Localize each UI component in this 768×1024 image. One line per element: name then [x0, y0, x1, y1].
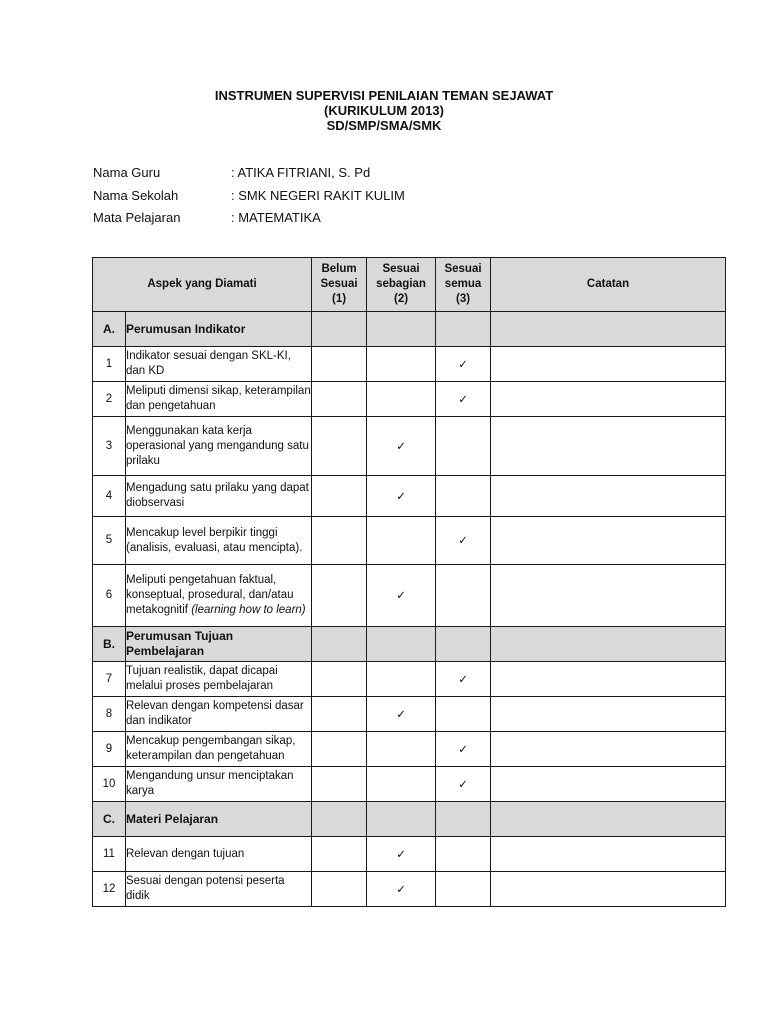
score-2-cell[interactable] — [367, 382, 436, 417]
section-row-c — [93, 802, 726, 837]
score-3-cell[interactable] — [436, 872, 491, 907]
row-number: 1 — [93, 347, 126, 382]
score-3-cell[interactable] — [436, 767, 491, 802]
row-aspect: Relevan dengan kompetensi dasar dan indikator — [126, 697, 312, 732]
check-icon: ✓ — [396, 438, 406, 453]
score-1-cell[interactable] — [312, 382, 367, 417]
table-row — [93, 565, 726, 627]
score-1-cell[interactable] — [312, 417, 367, 476]
table-header-row — [93, 258, 726, 312]
row-aspect: Relevan dengan tujuan — [126, 837, 312, 872]
check-icon: ✓ — [396, 588, 406, 602]
row-aspect: Mencakup level berpikir tinggi (analisis, evaluasi, atau mencipta). — [126, 517, 312, 565]
check-icon: ✓ — [458, 391, 468, 406]
score-3-cell[interactable] — [436, 662, 491, 697]
header-line: sebagian — [376, 278, 426, 290]
score-1-cell[interactable] — [312, 476, 367, 517]
header-line: Belum — [321, 263, 357, 275]
row-aspect-text: Meliputi pengetahuan faktual, konseptual, prosedural, dan/atau metakognitif — [126, 574, 294, 616]
score-1-cell[interactable] — [312, 565, 367, 627]
header-sesuai-sebagian — [367, 258, 436, 312]
score-1-cell[interactable] — [312, 517, 367, 565]
empty-cell — [491, 312, 726, 347]
info-label: Nama Sekolah — [93, 188, 179, 203]
score-2-cell[interactable] — [367, 837, 436, 872]
check-icon: ✓ — [458, 533, 468, 547]
row-aspect-italic: (learning how to learn) — [191, 604, 306, 616]
header-catatan: Catatan — [491, 258, 726, 312]
score-2-cell[interactable] — [367, 565, 436, 627]
info-value: : SMK NEGERI RAKIT KULIM — [231, 188, 405, 203]
row-aspect — [126, 565, 312, 627]
info-row-teacher — [93, 165, 370, 181]
row-number: 6 — [93, 565, 126, 627]
header-line: Sesuai — [444, 263, 482, 275]
header-line: (1) — [331, 293, 347, 305]
row-number: 7 — [93, 662, 126, 697]
table-row — [93, 767, 726, 802]
row-number: 10 — [93, 767, 126, 802]
notes-cell[interactable] — [491, 662, 726, 697]
title-line-2: (KURIKULUM 2013) — [324, 103, 444, 118]
check-icon: ✓ — [396, 881, 406, 896]
notes-cell[interactable] — [491, 837, 726, 872]
empty-cell — [367, 802, 436, 837]
score-2-cell[interactable] — [367, 767, 436, 802]
info-label: Mata Pelajaran — [93, 210, 181, 225]
score-2-cell[interactable] — [367, 517, 436, 565]
empty-cell — [312, 312, 367, 347]
row-aspect: Mengadung satu prilaku yang dapat diobservasi — [126, 476, 312, 517]
check-icon: ✓ — [458, 776, 468, 791]
score-3-cell[interactable] — [436, 476, 491, 517]
empty-cell — [312, 627, 367, 662]
row-aspect: Mencakup pengembangan sikap, keterampilan dan pengetahuan — [126, 732, 312, 767]
header-line: semua — [444, 278, 482, 290]
row-aspect: Mengandung unsur menciptakan karya — [126, 767, 312, 802]
notes-cell[interactable] — [491, 382, 726, 417]
row-number: 9 — [93, 732, 126, 767]
check-icon: ✓ — [458, 671, 468, 686]
score-1-cell[interactable] — [312, 697, 367, 732]
score-2-cell[interactable] — [367, 697, 436, 732]
table-row — [93, 872, 726, 907]
empty-cell — [491, 802, 726, 837]
score-1-cell[interactable] — [312, 837, 367, 872]
notes-cell[interactable] — [491, 517, 726, 565]
notes-cell[interactable] — [491, 476, 726, 517]
score-1-cell[interactable] — [312, 767, 367, 802]
info-row-subject — [93, 210, 321, 226]
row-number: 4 — [93, 476, 126, 517]
row-number: 8 — [93, 697, 126, 732]
row-number: 5 — [93, 517, 126, 565]
row-aspect: Sesuai dengan potensi peserta didik — [126, 872, 312, 907]
row-number: 3 — [93, 417, 126, 476]
assessment-table — [92, 257, 726, 907]
check-icon: ✓ — [458, 356, 468, 371]
score-3-cell[interactable] — [436, 347, 491, 382]
notes-cell[interactable] — [491, 767, 726, 802]
score-2-cell[interactable] — [367, 476, 436, 517]
table-row — [93, 732, 726, 767]
score-3-cell[interactable] — [436, 382, 491, 417]
header-belum-sesuai — [312, 258, 367, 312]
row-number: 2 — [93, 382, 126, 417]
score-3-cell[interactable] — [436, 417, 491, 476]
notes-cell[interactable] — [491, 347, 726, 382]
table-row — [93, 697, 726, 732]
row-aspect: Tujuan realistik, dapat dicapai melalui proses pembelajaran — [126, 662, 312, 697]
table-row — [93, 382, 726, 417]
title-line-3: SD/SMP/SMA/SMK — [326, 118, 442, 133]
info-label: Nama Guru — [93, 165, 161, 180]
table-row — [93, 517, 726, 565]
row-aspect: Menggunakan kata kerja operasional yang mengandung satu prilaku — [126, 417, 312, 476]
empty-cell — [436, 802, 491, 837]
score-3-cell[interactable] — [436, 837, 491, 872]
score-3-cell[interactable] — [436, 565, 491, 627]
notes-cell[interactable] — [491, 417, 726, 476]
row-aspect: Meliputi dimensi sikap, keterampilan dan pengetahuan — [126, 382, 312, 417]
notes-cell[interactable] — [491, 565, 726, 627]
empty-cell — [436, 312, 491, 347]
row-number: 11 — [93, 837, 126, 872]
score-2-cell[interactable] — [367, 662, 436, 697]
score-1-cell[interactable] — [312, 347, 367, 382]
info-value: : MATEMATIKA — [231, 210, 321, 225]
section-letter: A. — [93, 312, 126, 347]
check-icon: ✓ — [396, 846, 406, 861]
section-row-b — [93, 627, 726, 662]
score-3-cell[interactable] — [436, 517, 491, 565]
score-2-cell[interactable] — [367, 347, 436, 382]
check-icon: ✓ — [396, 706, 406, 721]
notes-cell[interactable] — [491, 872, 726, 907]
section-row-a — [93, 312, 726, 347]
score-2-cell[interactable] — [367, 417, 436, 476]
header-sesuai-semua — [436, 258, 491, 312]
table-row — [93, 662, 726, 697]
score-3-cell[interactable] — [436, 697, 491, 732]
score-1-cell[interactable] — [312, 732, 367, 767]
title-line-1: INSTRUMEN SUPERVISI PENILAIAN TEMAN SEJAWAT — [214, 88, 554, 103]
empty-cell — [312, 802, 367, 837]
score-1-cell[interactable] — [312, 872, 367, 907]
section-title: Perumusan Indikator — [126, 312, 312, 347]
header-line: Sesuai — [382, 263, 420, 275]
check-icon: ✓ — [396, 488, 406, 503]
notes-cell[interactable] — [491, 697, 726, 732]
row-number: 12 — [93, 872, 126, 907]
row-aspect: Indikator sesuai dengan SKL-KI, dan KD — [126, 347, 312, 382]
info-row-school — [93, 188, 405, 204]
empty-cell — [491, 627, 726, 662]
score-3-cell[interactable] — [436, 732, 491, 767]
table-row — [93, 417, 726, 476]
empty-cell — [436, 627, 491, 662]
section-title: Perumusan Tujuan Pembelajaran — [126, 627, 312, 662]
score-2-cell[interactable] — [367, 872, 436, 907]
table-row — [93, 476, 726, 517]
header-aspect: Aspek yang Diamati — [93, 258, 312, 312]
header-line: (3) — [455, 293, 471, 305]
section-letter: B. — [93, 627, 126, 662]
score-2-cell[interactable] — [367, 732, 436, 767]
score-1-cell[interactable] — [312, 662, 367, 697]
empty-cell — [367, 312, 436, 347]
notes-cell[interactable] — [491, 732, 726, 767]
info-value: : ATIKA FITRIANI, S. Pd — [231, 165, 371, 180]
section-title: Materi Pelajaran — [126, 802, 312, 837]
table-row — [93, 347, 726, 382]
header-line: (2) — [393, 293, 409, 305]
check-icon: ✓ — [458, 741, 468, 756]
empty-cell — [367, 627, 436, 662]
section-letter: C. — [93, 802, 126, 837]
table-row — [93, 837, 726, 872]
header-line: Sesuai — [320, 278, 358, 290]
